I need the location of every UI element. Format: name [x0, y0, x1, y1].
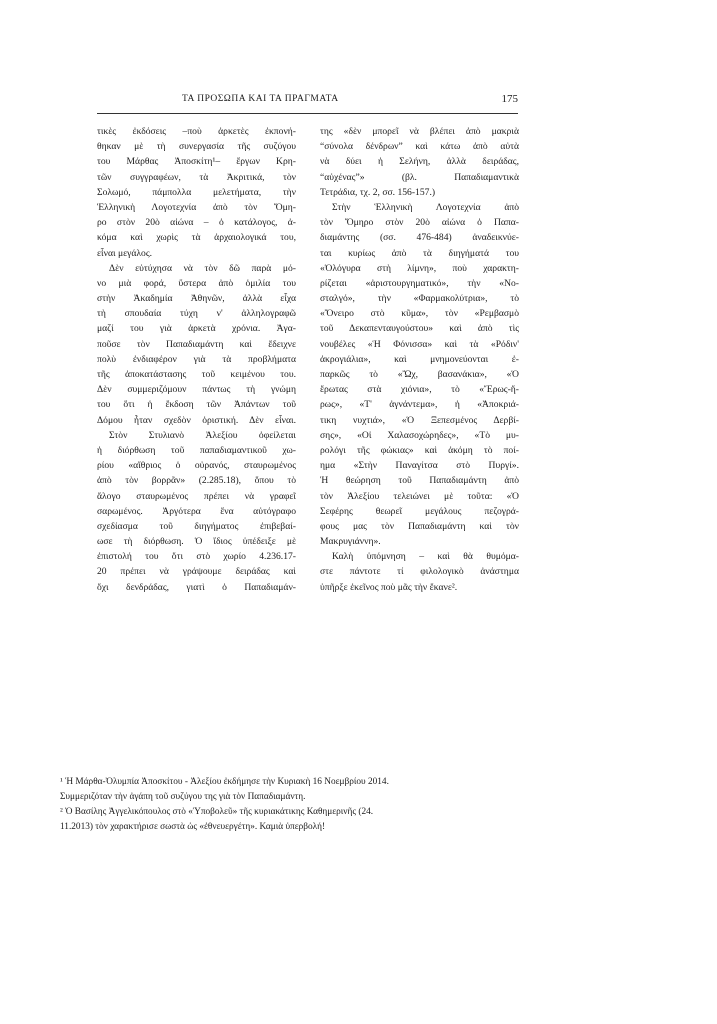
text-line: του Μάρθας Ἀποσκίτη¹– ἔργων Κρη-	[97, 156, 296, 168]
text-line: ὑπῆρξε ἐκεῖνος ποὺ μᾶς τὴν ἔκανε².	[320, 581, 458, 593]
page-header	[97, 93, 518, 113]
text-line: σης», «Οἱ Χαλασοχώρηδες», «Τὸ μυ-	[320, 429, 519, 441]
text-line: ρο στὸν 20ὸ αἰώνα – ὁ κατάλογος, ἀ-	[97, 217, 296, 229]
text-line: ἄλογο σταυρωμένος πρέπει νὰ γραφεῖ	[97, 490, 296, 502]
text-line: «Ὁλόγυρα στὴ λίμνη», ποὺ χαρακτη-	[320, 262, 519, 274]
text-line: ποῦσε τὸν Παπαδιαμάντη καὶ ἔδειχνε	[97, 338, 296, 350]
text-line: τὴ σπουδαία τύχη ν' ἀλληλογραφῶ	[97, 308, 296, 320]
footnote-2-continued: 11.2013) τὸν χαρακτήρισε σωστὰ ὡς «ἐθνευεργέτη». Καμιὰ ὑπερβολή!	[60, 822, 326, 832]
text-line: ἔρωτας στὰ χιόνια», τὸ «Ἔρως-ἥ-	[320, 384, 519, 396]
left-column	[97, 124, 296, 595]
text-line: Καλὴ ὑπόμνηση – καὶ θὰ θυμόμα-	[332, 551, 519, 563]
text-line: “αὐχένας”» (βλ. Παπαδιαμαντικὰ	[320, 171, 519, 183]
text-line: Στὸν Στυλιανὸ Ἀλεξίου ὀφείλεται	[109, 429, 296, 441]
right-column	[320, 124, 519, 595]
page-number: 175	[501, 93, 518, 105]
text-line: τὸν Ἀλεξίου τελειώνει μὲ τοῦτα: «Ὁ	[320, 490, 519, 502]
text-line: τὸν Ὅμηρο στὸν 20ὸ αἰώνα ὁ Παπα-	[320, 217, 519, 229]
text-line: ρίζεται «ἀριστουργηματικό», τὴν «Νο-	[320, 277, 519, 289]
text-line: Μακρυγιάννη».	[320, 536, 381, 548]
footnote-1-continued: Συμμεριζόταν τὴν ἀγάπη τοῦ συζύγου της γιὰ τὸν Παπαδιαμάντη.	[60, 792, 306, 802]
text-line: κόμα καὶ χωρὶς τὰ ἀρχαιολογικά του,	[97, 232, 296, 244]
text-line: ωσε τὴ διόρθωση. Ὁ ἴδιος ὑπέδειξε μὲ	[97, 536, 296, 548]
text-line: του ὅτι ἡ ἔκδοση τῶν Ἀπάντων τοῦ	[97, 399, 296, 411]
text-line: παρκῶς τὸ «Ὤχ, βασανάκια», «Ὁ	[320, 369, 519, 380]
text-line: σχεδίασμα τοῦ διηγήματος ἐπιβεβαί-	[97, 520, 296, 532]
text-line: ἐπιστολή του ὅτι στὸ χωρίο 4.236.17-	[97, 551, 296, 563]
header-rule	[97, 113, 518, 114]
text-line: ημα «Στὴν Παναγίτσα στὸ Πυργί».	[320, 460, 519, 472]
text-line: Δόμου ἦταν σχεδὸν ὁριστική. Δὲν εἶναι.	[97, 414, 296, 426]
text-line: στὴν Ἀκαδημία Ἀθηνῶν, ἀλλὰ εἶχα	[97, 293, 296, 305]
text-line: Ἡ θεώρηση τοῦ Παπαδιαμάντη ἀπὸ	[320, 475, 519, 487]
text-line: τικὲς ἐκδόσεις –ποὺ ἀρκετὲς ἐκπονή-	[97, 126, 296, 137]
text-line: ρως», «Τ' ἀγνάντεμα», ἡ «Ἀποκριά-	[320, 399, 519, 411]
text-line: φους μας τὸν Παπαδιαμάντη καὶ τὸν	[320, 520, 519, 532]
footnotes	[60, 775, 530, 835]
text-line: διαμάντης (σσ. 476-484) ἀναδεικνύε-	[320, 232, 519, 244]
text-line: “σύνολα δένδρων” καὶ κάτω ἀπὸ αὐτὰ	[320, 141, 519, 153]
text-line: ἡ διόρθωση τοῦ παπαδιαμαντικοῦ χω-	[97, 444, 296, 456]
text-line: νὰ δύει ἡ Σελήνη, ἀλλὰ δειράδας,	[320, 156, 519, 168]
text-line: Σεφέρης θεωρεῖ μεγάλους πεζογρά-	[320, 505, 519, 517]
text-line: Στὴν Ἑλληνικὴ Λογοτεχνία ἀπὸ	[332, 201, 519, 213]
text-line: νουβέλες «Ἡ Φόνισσα» καὶ τὰ «Ρόδιν'	[320, 338, 519, 350]
text-line: Σολωμό, πάμπολλα μελετήματα, τὴν	[97, 186, 296, 198]
text-line: τῆς ἀποκατάστασης τοῦ κειμένου του.	[97, 369, 296, 380]
text-line: ἀκρογιάλια», καὶ μνημονεύονται ἐ-	[320, 353, 519, 365]
text-line: τικη νυχτιά», «Ὁ Ξεπεσμένος Δερβί-	[320, 414, 519, 426]
footnote-2: ² Ὁ Βασίλης Ἀγγελικόπουλος στὸ «Ὑποβολεῦ» τῆς κυριακάτικης Καθημερινῆς (24.	[60, 807, 374, 817]
text-line: «Ὄνειρο στὸ κῦμα», τὸν «Ρεμβασμὸ	[320, 308, 519, 320]
text-line: εἶναι μεγάλος.	[97, 247, 153, 259]
footnote-1: ¹ Ἡ Μάρθα-Ὀλυμπία Ἀποσκίτου - Ἀλεξίου ἐκδήμησε τὴν Κυριακὴ 16 Νοεμβρίου 2014.	[60, 777, 389, 787]
text-line: Ἑλληνικὴ Λογοτεχνία ἀπὸ τὸν Ὅμη-	[97, 201, 296, 213]
text-line: νο μιὰ φορά, ὕστερα ἀπὸ ὁμιλία του	[97, 277, 296, 289]
text-line: Δὲν εὐτύχησα νὰ τὸν δῶ παρὰ μό-	[109, 262, 296, 274]
running-title: ΤΑ ΠΡΟΣΩΠΑ ΚΑΙ ΤΑ ΠΡΑΓΜΑΤΑ	[182, 94, 339, 104]
text-line: στε πάντοτε τί φιλολογικὸ ἀνάστημα	[320, 566, 519, 578]
text-line: της «δὲν μπορεῖ νὰ βλέπει ἀπὸ μακριὰ	[320, 126, 519, 137]
text-line: Δὲν συμμεριζόμουν πάντως τὴ γνώμη	[97, 384, 296, 396]
text-line: μαζί του γιὰ ἀρκετὰ χρόνια. Ἀγα-	[97, 323, 296, 335]
text-line: τοῦ Δεκαπενταυγούστου» καὶ ἀπὸ τὶς	[320, 323, 519, 335]
text-line: ὄχι δενδράδας, γιατὶ ὁ Παπαδιαμάν-	[97, 581, 296, 593]
text-line: τῶν συγγραφέων, τὰ Ἀκριτικά, τὸν	[97, 171, 296, 183]
text-line: ἀπὸ τὸν βορρᾶν» (2.285.18), ὅπου τὸ	[97, 475, 296, 487]
text-line: πολὺ ἐνδιαφέρον γιὰ τὰ προβλήματα	[97, 353, 296, 365]
text-line: σαρωμένος. Ἀργότερα ἕνα αὐτόγραφο	[97, 505, 296, 517]
text-line: θηκαν μὲ τὴ συνεργασία τῆς συζύγου	[97, 141, 296, 153]
text-line: 20 πρέπει νὰ γράψουμε δειράδας καὶ	[97, 566, 296, 578]
text-line: σταλγό», τὴν «Φαρμακολύτρια», τὸ	[320, 293, 519, 305]
text-line: ρολόγι τῆς φώκιας» καὶ ἀκόμη τὸ ποί-	[320, 444, 519, 456]
text-line: ται κυρίως ἀπὸ τὰ διηγήματά του	[320, 247, 519, 259]
text-line: ρίου «αἴθριος ὁ οὐρανός, σταυρωμένος	[97, 460, 296, 472]
text-line: Τετράδια, τχ. 2, σσ. 156-157.)	[320, 186, 436, 198]
